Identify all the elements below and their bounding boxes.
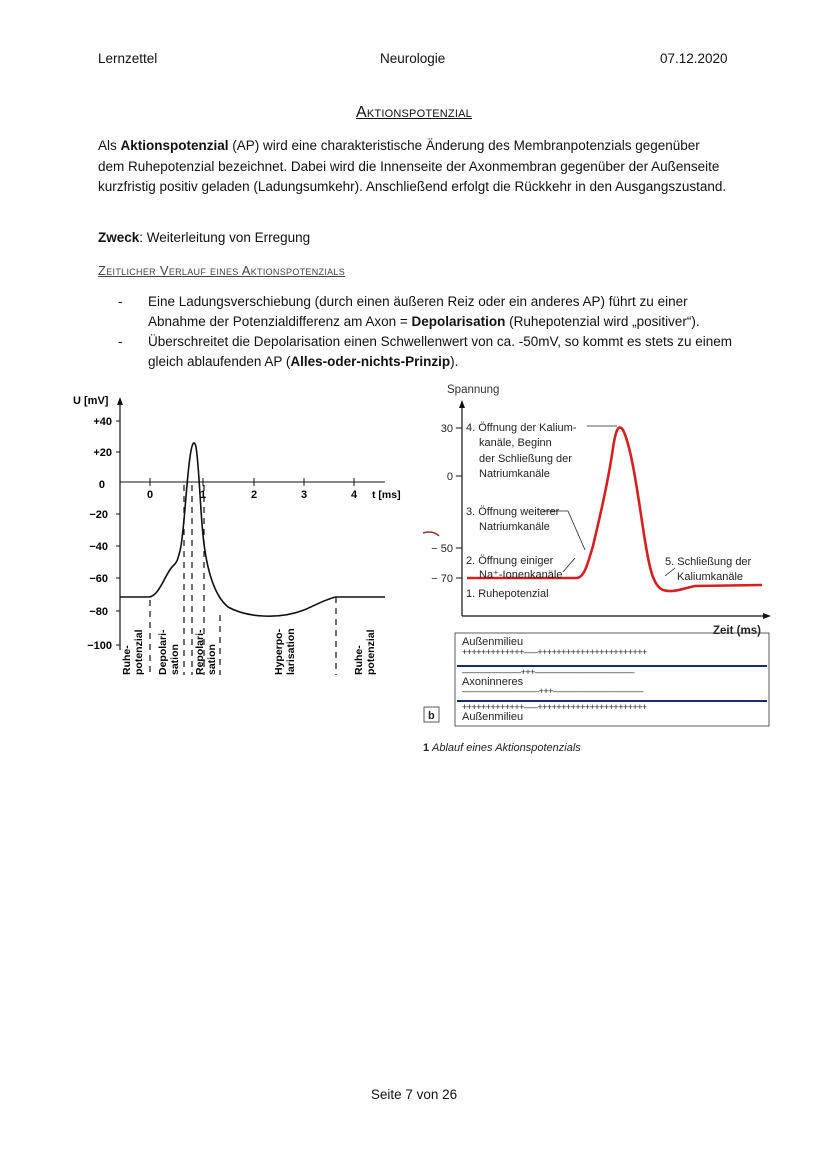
y-tick: +20 [93,447,112,459]
purpose-line: Zweck: Weiterleitung von Erregung [98,230,311,245]
phase-label: Ruhe- [121,645,133,675]
action-potential-chart-left [70,385,415,685]
list-item: - Eine Ladungsverschiebung (durch einen äußeren Reiz oder ein anderes AP) führt zu einer Abnahme der Potenzialdifferenz am Axon = Depolarisation (Ruhepotenzial wird „positiver“). [118,294,700,329]
charge-row: –––––––––––––+++–––––––––––––––––––––– [462,667,634,677]
subheading: Zeitlicher Verlauf eines Aktionspotenzials [98,263,346,278]
y-tick: −60 [89,573,108,585]
panel-label-outer: Außenmilieu [462,636,524,648]
phase-label: Ruhe- [353,645,365,675]
x-tick: 0 [146,489,154,501]
bullet-list [118,292,738,372]
y-tick: −40 [89,541,108,553]
phase-label: Depolari- [157,629,169,675]
header-right: 07.12.2020 [660,51,728,66]
x-tick: 3 [300,489,308,501]
annotation: der Schließung der [479,453,572,465]
action-potential-chart-right [415,378,785,763]
right-y-tick: − 50 [431,543,453,555]
right-y-tick: 30 [440,423,453,435]
right-x-label: Zeit (ms) [713,625,761,637]
phase-label: sation [206,644,218,675]
y-tick: −80 [89,606,108,618]
annotation: Na⁺-Ionenkanäle [479,569,563,581]
left-y-label: U [mV] [73,395,109,407]
y-tick: 0 [98,479,105,491]
phase-label: larisation [285,628,297,675]
annotation: 5. Schließung der [665,556,752,568]
right-y-label: Spannung [447,384,500,396]
phase-label: potenzial [365,629,377,675]
panel-label-outer: Außenmilieu [462,711,524,723]
list-item: - Überschreitet die Depolarisation einen Schwellenwert von ca. -50mV, so kommt es stets zu einem gleich ablaufenden AP (Alles-oder-nichts-Prinzip). [118,334,733,369]
phase-label: Hyperpo- [273,628,285,675]
charge-row: –––––––––––––––––+++–––––––––––––––––––– [462,686,643,696]
annotation: kanäle, Beginn [479,437,552,449]
figure-caption: Ablauf eines Aktionspotenzials [432,742,581,754]
y-tick: −100 [87,640,112,652]
annotation: 3. Öffnung weiterer [466,506,560,518]
phase-label: Repolari- [194,629,206,675]
header-left: Lernzettel [98,51,158,66]
header-center: Neurologie [380,51,446,66]
annotation: 4. Öffnung der Kalium- [466,422,577,434]
y-tick: −20 [89,509,108,521]
annotation: Natriumkanäle [479,521,550,533]
left-x-label: t [ms] [372,489,401,501]
annotation: Kaliumkanäle [677,571,744,583]
page-title: Aktionspotenzial [356,104,472,121]
charge-row: +++++++++++++–––+++++++++++++++++++++++ [462,702,647,712]
page-number: Seite 7 von 26 [370,1087,458,1102]
phase-label: sation [169,644,181,675]
x-tick: 1 [199,489,207,501]
right-y-tick: 0 [446,471,453,483]
membrane-panel [424,633,769,726]
caption-number: 1 [423,742,430,754]
panel-tag: b [428,710,435,722]
right-y-tick: − 70 [431,573,453,585]
phase-label: potenzial [133,629,145,675]
annotation: 1. Ruhepotenzial [466,588,549,600]
intro-paragraph: Als Aktionspotenzial (AP) wird eine charakteristische Änderung des Membranpotenzials gegenüber dem Ruhepotenzial bezeichnet. Dabei wird die Innenseite der Axonmembran gegenüber der Außenseite kurzfristig positiv geladen (Ladungsumkehr). Anschließend erfolgt die Rückkehr in den Ausgangszustand. [98,138,727,194]
annotation: 2. Öffnung einiger [466,555,554,567]
y-tick: +40 [93,416,112,428]
charge-row: +++++++++++++–––+++++++++++++++++++++++ [462,647,647,657]
annotation: Natriumkanäle [479,468,550,480]
x-tick: 2 [250,489,258,501]
x-tick: 4 [350,489,358,501]
panel-label-inner: Axoninneres [462,676,524,688]
